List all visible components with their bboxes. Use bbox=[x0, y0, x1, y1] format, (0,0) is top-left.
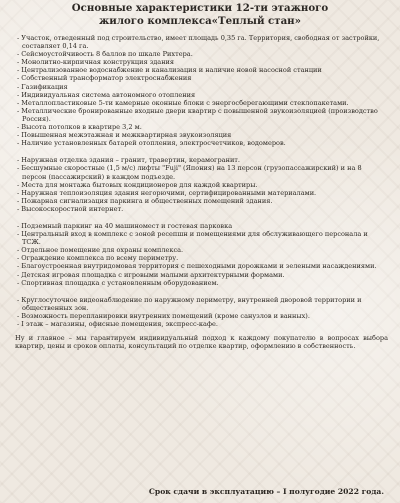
list-item: - Благоустроенная внутридомовая территория с пешеходными дорожками и зелеными насаждениями. bbox=[17, 262, 377, 271]
list-item: - Детская игровая площадка с игровыми малыми архитектурными формами. bbox=[17, 270, 285, 279]
list-item: - Монолитно-кирпичная конструкция здания bbox=[17, 58, 175, 67]
closing-paragraph: Ну и главное – мы гарантируем индивидуальный подход к каждому покупателю в вопросах выбора квартир, цены и сроков оплаты, консультаций по отделке квартир, оформлению в собственность. bbox=[15, 334, 388, 351]
list-item: - Бесшумные скоростные (1,5 м/с) лифты "Fuji" (Япония) на 13 персон (грузопассажирский) и на 8 персон (пассажирский) в каждом подъезде. bbox=[17, 164, 362, 181]
features-group-territory bbox=[14, 222, 388, 287]
list-item: - Ограждение комплекса по всему периметру. bbox=[17, 254, 179, 263]
list-item: - Высота потолков в квартире 3,2 м. bbox=[17, 123, 142, 132]
list-item: - I этаж – магазины, офисные помещения, экспресс-кафе. bbox=[17, 320, 218, 328]
list-item: - Спортивная площадка с установленным оборудованием. bbox=[17, 278, 219, 287]
list-item: - Центральный вход в комплекс с зоной ресепшн и помещениями для обслуживающего персонала и ТСЖ. bbox=[17, 230, 368, 247]
features-list bbox=[14, 34, 388, 357]
list-item: - Сейсмоустойчивость 8 баллов по шкале Рихтера. bbox=[17, 50, 193, 59]
list-item: - Централизованное водоснабжение и канализация и наличие новой насосной станции bbox=[17, 66, 322, 75]
title-line-1: Основные характеристики 12-ти этажного bbox=[71, 2, 329, 14]
list-item: - Высокоскоростной интернет. bbox=[17, 204, 124, 213]
list-item: - Собственный трансформатор электроснабжения bbox=[17, 74, 192, 83]
features-group-building bbox=[14, 34, 388, 147]
list-item: - Места для монтажа бытовых кондиционеров для каждой квартиры. bbox=[17, 180, 258, 189]
list-item: - Наружная теплоизоляция здания негорючими, сертифицированными материалами. bbox=[17, 188, 317, 197]
section-gap bbox=[14, 147, 388, 156]
section-gap bbox=[14, 213, 388, 222]
features-group-security bbox=[14, 296, 388, 328]
list-item: - Подземный паркинг на 40 машиномест и гостевая парковка bbox=[17, 221, 233, 230]
features-group-finishing bbox=[14, 156, 388, 213]
section-gap bbox=[14, 287, 388, 296]
list-item: - Индивидуальная система автономного отопления bbox=[17, 90, 196, 99]
list-item: - Возможность перепланировки внутренних помещений (кроме санузлов и ванных). bbox=[17, 311, 310, 320]
list-item: - Наличие установленных батарей отопления, электросчетчиков, водомеров. bbox=[17, 139, 286, 148]
list-item: - Металлические бронированные входные двери квартир с повышенной звукоизоляцией (производство Россия). bbox=[17, 106, 378, 123]
completion-deadline: Срок сдачи в эксплуатацию – I полугодие 2022 года. bbox=[148, 487, 384, 496]
list-item: - Круглосуточное видеонаблюдение по наружному периметру, внутренней дворовой территории и общественных зон. bbox=[17, 295, 362, 312]
document-title bbox=[0, 2, 400, 28]
list-item: - Газификация bbox=[17, 82, 68, 91]
list-item: - Металлопластиковые 5-ти камерные оконные блоки с энергосберегающими стеклопакетами. bbox=[17, 98, 349, 107]
list-item: - Наружная отделка здания – гранит, травертин, керамогранит. bbox=[17, 156, 241, 165]
list-item: - Отдельное помещение для охраны комплекса. bbox=[17, 246, 184, 255]
list-item: - Пожарная сигнализация паркинга и общественных помещений здания. bbox=[17, 196, 273, 205]
list-item: - Участок, отведенный под строительство, имеет площадь 0,35 га. Территория, свободная от застройки, составляет 0,14 га. bbox=[17, 34, 380, 51]
list-item: - Повышенная межэтажная и межквартирная звукоизоляция bbox=[17, 131, 232, 140]
title-line-2: жилого комплекса«Теплый стан» bbox=[98, 15, 301, 27]
